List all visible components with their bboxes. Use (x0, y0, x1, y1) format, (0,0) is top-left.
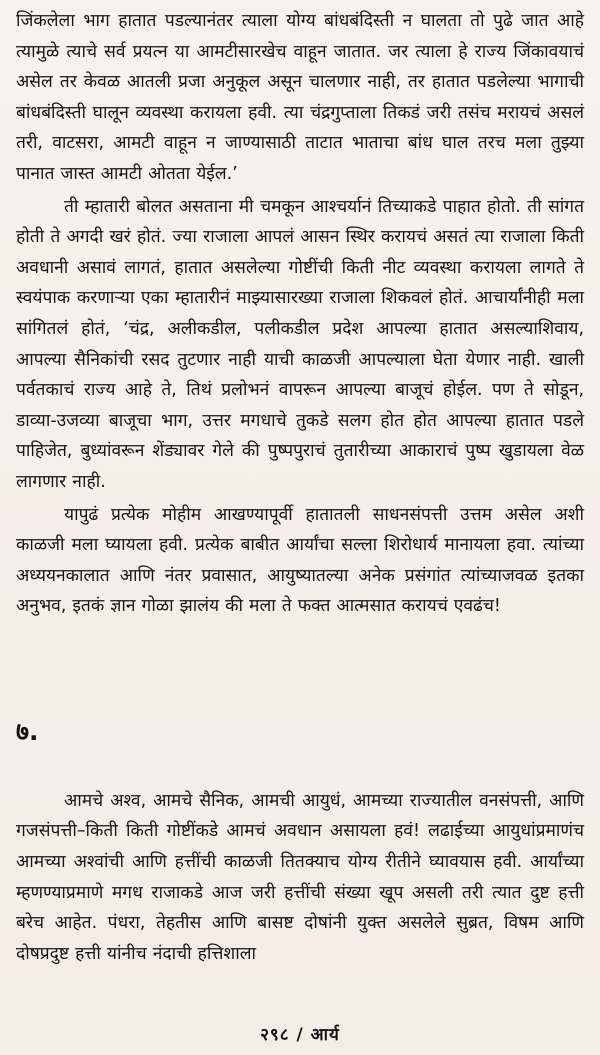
paragraph-3: यापुढं प्रत्येक मोहीम आखण्यापूर्वी हातातली साधनसंपत्ती उत्तम असेल अशी काळजी मला घ्यायला हवी. प्रत्येक बाबीत आर्यांचा सल्ला शिरोधार्य मानायला हवा. त्यांच्या अध्ययनकालात आणि नंतर प्रवासात, आयुष्यातल्या अनेक प्रसंगांत त्यांच्याजवळ इतका अनुभव, इतकं ज्ञान गोळा झालंय की मला ते फक्त आत्मसात करायचं एवढंच! (16, 504, 584, 617)
chapter-number: ७. (16, 716, 39, 746)
paragraph-1: जिंकलेला भाग हातात पडल्यानंतर त्याला योग्य बांधबंदिस्ती न घालता तो पुढे जात आहे त्यामुळे त्याचे सर्व प्रयत्न या आमटीसारखेच वाहून जातात. जर त्याला हे राज्य जिंकावयाचं असेल तर केवळ आतली प्रजा अनुकूल असून चालणार नाही, तर हातात पडलेल्या भागाची बांधबंदिस्ती घालून व्यवस्था करायला हवी. त्या चंद्रगुप्ताला तिकडं जरी तसंच मरायचं असलं तरी, वाटसरा, आमटी वाहून न जाण्यासाठी ताटात भाताचा बांध घाल तरच मला तुझ्या पानात जास्त आमटी ओतता येईल.’ (16, 11, 584, 184)
paragraph-2: ती म्हातारी बोलत असताना मी चमकून आश्चर्यानं तिच्याकडे पाहात होतो. ती सांगत होती ते अगदी खरं होतं. ज्या राजाला आपलं आसन स्थिर करायचं असतं त्या राजाला किती अवधानी असावं लागतं, हातात असलेल्या गोष्टींची किती नीट व्यवस्था करायला लागते ते स्वयंपाक करणाऱ्या एका म्हातारीनं माझ्यासारख्या राजाला शिकवलं होतं. आचार्यांनीही मला सांगितलं होतं, ‘चंद्र, अलीकडील, पलीकडील प्रदेश आपल्या हातात असल्याशिवाय, आपल्या सैनिकांची रसद तुटणार नाही याची काळजी आपल्याला घेता येणार नाही. खाली पर्वतकाचं राज्य आहे ते, तिथं प्रलोभनं वापरून आपल्या बाजूचं होईल. पण ते सोडून, डाव्या-उजव्या बाजूचा भाग, उत्तर मगधाचे तुकडे सलग होत होत आपल्या हातात पडले पाहिजेत, बुध्यांवरून शेंड्यावर गेले की पुष्पपुराचं तुतारीच्या आकाराचं पुष्प खुडायला वेळ लागणार नाही. (16, 196, 584, 492)
page-footer: २९८ / आर्य (260, 1025, 340, 1045)
chapter-paragraph-1: आमचे अश्व, आमचे सैनिक, आमची आयुधं, आमच्या राज्यातील वनसंपत्ती, आणि गजसंपत्ती–किती किती गोष्टींकडे आमचं अवधान असायला हवं! लढाईच्या आयुधांप्रमाणंच आमच्या अश्वांची आणि हत्तींची काळजी तितक्याच योग्य रीतीने घ्यावयास हवी. आर्यांच्या म्हणण्याप्रमाणे मगध राजाकडे आज जरी हत्तींची संख्या खूप असली तरी त्यात दुष्ट हत्ती बरेच आहेत. पंधरा, तेहतीस आणि बासष्ट दोषांनी युक्त असलेले सुब्रत, विषम आणि दोषप्रदुष्ट हत्ती यांनीच नंदाची हत्तिशाला (16, 790, 584, 964)
